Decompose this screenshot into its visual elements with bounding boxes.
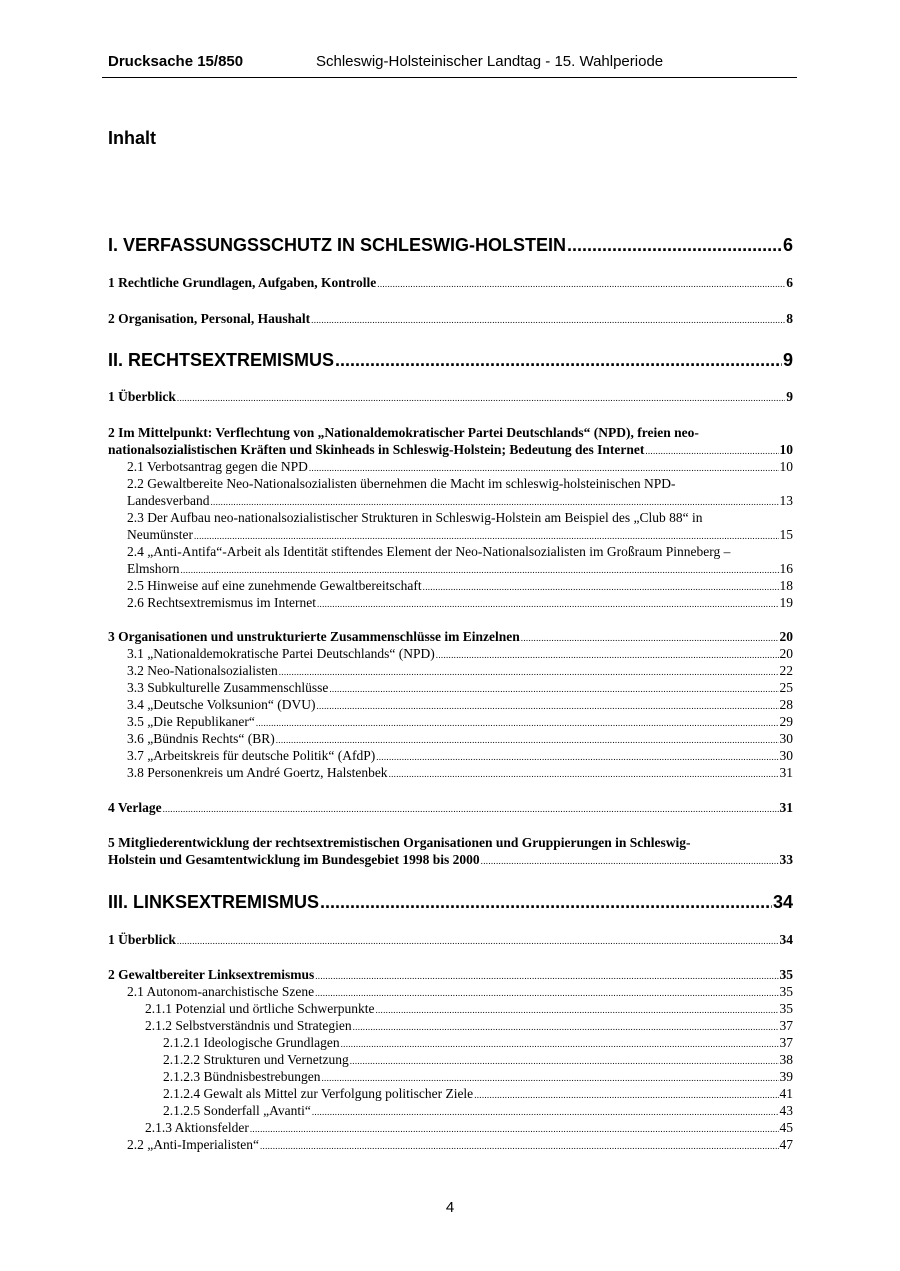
toc-entry-2-2-3-line1: 2.3 Der Aufbau neo-nationalsozialistischer Strukturen in Schleswig-Holstein am Beispiel des „Club 88“ in bbox=[127, 510, 703, 525]
toc-entry-3-2-2[interactable]: 2.2 „Anti-Imperialisten“ ..... 47 bbox=[127, 1137, 793, 1153]
toc-entry-2-2-6[interactable]: 2.6 Rechtsextremismus im Internet ..... 19 bbox=[127, 595, 793, 611]
toc-entry-2-3-8[interactable]: 3.8 Personenkreis um André Goertz, Halstenbek ..... 31 bbox=[127, 765, 793, 781]
toc-entry-2-2-5[interactable]: 2.5 Hinweise auf eine zunehmende Gewaltbereitschaft ..... 18 bbox=[127, 578, 793, 594]
page-title: Inhalt bbox=[108, 128, 156, 148]
toc-entry-section-2[interactable]: II. RECHTSEXTREMISMUS ..... 9 bbox=[108, 350, 793, 371]
toc-entry-3-2[interactable]: 2 Gewaltbereiter Linksextremismus ..... 35 bbox=[108, 967, 793, 983]
toc-entry-2-2-line1: 2 Im Mittelpunkt: Verflechtung von „Nationaldemokratischer Partei Deutschlands“ (NPD), freien neo- bbox=[108, 425, 699, 440]
page-number: 4 bbox=[445, 1199, 455, 1216]
toc-entry-section-3[interactable]: III. LINKSEXTREMISMUS ..... 34 bbox=[108, 892, 793, 913]
toc-entry-3-2-1-1[interactable]: 2.1.1 Potenzial und örtliche Schwerpunkte ..... 35 bbox=[145, 1001, 793, 1017]
page-header bbox=[102, 50, 797, 78]
toc-entry-1-1[interactable]: 1 Rechtliche Grundlagen, Aufgaben, Kontrolle ..... 6 bbox=[108, 275, 793, 291]
toc-entry-2-5-line1: 5 Mitgliederentwicklung der rechtsextremistischen Organisationen und Gruppierungen in Schleswig- bbox=[108, 835, 691, 850]
toc-entry-3-2-1-2-2[interactable]: 2.1.2.2 Strukturen und Vernetzung ..... 38 bbox=[163, 1052, 793, 1068]
toc-entry-3-2-1-2-4[interactable]: 2.1.2.4 Gewalt als Mittel zur Verfolgung politischer Ziele ..... 41 bbox=[163, 1086, 793, 1102]
toc-entry-3-2-1-3[interactable]: 2.1.3 Aktionsfelder ..... 45 bbox=[145, 1120, 793, 1136]
toc-entry-3-1[interactable]: 1 Überblick ..... 34 bbox=[108, 932, 793, 948]
toc-entry-2-2-3[interactable]: Neumünster ..... 15 bbox=[127, 527, 793, 543]
toc-entry-2-3-4[interactable]: 3.4 „Deutsche Volksunion“ (DVU) ..... 28 bbox=[127, 697, 793, 713]
toc-entry-2-2-4[interactable]: Elmshorn ..... 16 bbox=[127, 561, 793, 577]
toc-entry-2-2[interactable]: nationalsozialistischen Kräften und Skinheads in Schleswig-Holstein; Bedeutung des Internet ..... 10 bbox=[108, 442, 793, 458]
toc-entry-2-3-5[interactable]: 3.5 „Die Republikaner“ ..... 29 bbox=[127, 714, 793, 730]
document-number: Drucksache 15/850 bbox=[108, 53, 244, 70]
toc-entry-3-2-1[interactable]: 2.1 Autonom-anarchistische Szene ..... 35 bbox=[127, 984, 793, 1000]
toc-entry-section-1[interactable]: I. VERFASSUNGSSCHUTZ IN SCHLESWIG-HOLSTEIN ..... 6 bbox=[108, 235, 793, 256]
header-title: Schleswig-Holsteinischer Landtag - 15. Wahlperiode bbox=[316, 53, 664, 70]
toc-entry-3-2-1-2[interactable]: 2.1.2 Selbstverständnis und Strategien ..... 37 bbox=[145, 1018, 793, 1034]
toc-entry-2-3-1[interactable]: 3.1 „Nationaldemokratische Partei Deutschlands“ (NPD) ..... 20 bbox=[127, 646, 793, 662]
toc-entry-2-3-6[interactable]: 3.6 „Bündnis Rechts“ (BR) ..... 30 bbox=[127, 731, 793, 747]
toc-entry-2-2-4-line1: 2.4 „Anti-Antifa“-Arbeit als Identität stiftendes Element der Neo-Nationalsozialisten im Großraum Pinneberg – bbox=[127, 544, 731, 559]
toc-entry-2-3-7[interactable]: 3.7 „Arbeitskreis für deutsche Politik“ (AfdP) ..... 30 bbox=[127, 748, 793, 764]
toc-entry-2-4[interactable]: 4 Verlage ..... 31 bbox=[108, 800, 793, 816]
toc-entry-2-2-1[interactable]: 2.1 Verbotsantrag gegen die NPD ..... 10 bbox=[127, 459, 793, 475]
toc-entry-1-2[interactable]: 2 Organisation, Personal, Haushalt ..... 8 bbox=[108, 311, 793, 327]
toc-entry-2-2-2-line1: 2.2 Gewaltbereite Neo-Nationalsozialisten übernehmen die Macht im schleswig-holsteinischen NPD- bbox=[127, 476, 676, 491]
toc-entry-2-5[interactable]: Holstein und Gesamtentwicklung im Bundesgebiet 1998 bis 2000 ..... 33 bbox=[108, 852, 793, 868]
toc-entry-2-3-3[interactable]: 3.3 Subkulturelle Zusammenschlüsse ..... 25 bbox=[127, 680, 793, 696]
toc-entry-2-3-2[interactable]: 3.2 Neo-Nationalsozialisten ..... 22 bbox=[127, 663, 793, 679]
toc-entry-3-2-1-2-5[interactable]: 2.1.2.5 Sonderfall „Avanti“ ..... 43 bbox=[163, 1103, 793, 1119]
toc-entry-3-2-1-2-1[interactable]: 2.1.2.1 Ideologische Grundlagen ..... 37 bbox=[163, 1035, 793, 1051]
toc-entry-3-2-1-2-3[interactable]: 2.1.2.3 Bündnisbestrebungen ..... 39 bbox=[163, 1069, 793, 1085]
toc-entry-2-2-2[interactable]: Landesverband ..... 13 bbox=[127, 493, 793, 509]
toc-entry-2-1[interactable]: 1 Überblick ..... 9 bbox=[108, 389, 793, 405]
toc-entry-2-3[interactable]: 3 Organisationen und unstrukturierte Zusammenschlüsse im Einzelnen ..... 20 bbox=[108, 629, 793, 645]
